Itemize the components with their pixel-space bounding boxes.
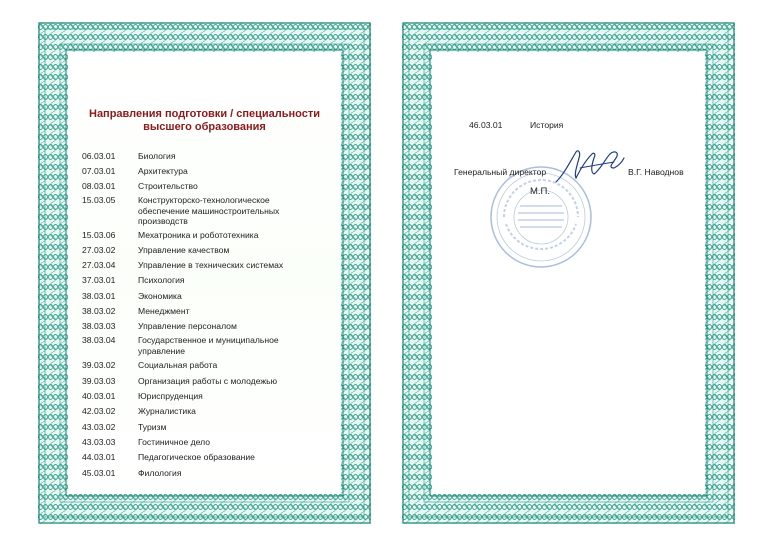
specialty-code: 39.03.03 [82, 376, 116, 386]
title-line-2: высшего образования [143, 121, 266, 133]
specialty-code: 39.03.02 [82, 360, 116, 370]
specialty-name: История [530, 120, 564, 130]
specialty-code: 08.03.01 [82, 181, 116, 191]
title-line-1: Направления подготовки / специальности [89, 108, 320, 120]
specialty-name: Организация работы с молодежью [138, 376, 278, 386]
specialty-code: 07.03.01 [82, 166, 116, 176]
specialty-code: 27.03.04 [82, 260, 116, 270]
specialty-code: 15.03.05 [82, 195, 116, 205]
specialty-name: Управление качеством [138, 245, 230, 255]
specialty-code: 43.03.03 [82, 437, 116, 447]
specialty-name: Менеджмент [138, 306, 190, 316]
specialty-code: 38.03.02 [82, 306, 116, 316]
specialty-name: Филология [138, 468, 182, 478]
left-page [38, 22, 371, 524]
document-title [68, 108, 341, 134]
specialty-name: Биология [138, 151, 176, 161]
page-content [68, 52, 341, 494]
specialty-name: Управление в технических системах [138, 260, 284, 270]
specialty-name: Социальная работа [138, 360, 218, 370]
specialty-code: 44.03.01 [82, 452, 116, 462]
seal-placeholder-label: М.П. [530, 186, 551, 197]
specialty-code: 15.03.06 [82, 230, 116, 240]
specialty-name: Экономика [138, 291, 182, 301]
handwritten-signature [550, 144, 630, 188]
right-page [402, 22, 735, 524]
specialty-name: Психология [138, 275, 185, 285]
specialty-code: 06.03.01 [82, 151, 116, 161]
specialty-name: Педагогическое образование [138, 452, 255, 462]
specialty-name: Мехатроника и робототехника [138, 230, 259, 240]
specialty-name: Строительство [138, 181, 198, 191]
specialty-name: Туризм [138, 422, 167, 432]
specialty-code: 46.03.01 [469, 120, 503, 130]
signatory-name: В.Г. Наводнов [628, 167, 684, 177]
specialty-name: Конструкторско-технологическое обеспечение машиностроительных производств [138, 195, 280, 226]
page-content [432, 52, 705, 494]
signatory-role: Генеральный директор [454, 167, 547, 177]
specialty-name: Управление персоналом [138, 321, 237, 331]
specialty-code: 42.03.02 [82, 406, 116, 416]
specialty-name: Архитектура [138, 166, 188, 176]
specialty-name: Государственное и муниципальное управление [138, 335, 279, 356]
specialty-code: 40.03.01 [82, 391, 116, 401]
specialty-code: 45.03.01 [82, 468, 116, 478]
specialty-code: 37.03.01 [82, 275, 116, 285]
specialty-code: 43.03.02 [82, 422, 116, 432]
specialty-code: 38.03.01 [82, 291, 116, 301]
specialty-name: Гостиничное дело [138, 437, 211, 447]
specialty-code: 38.03.03 [82, 321, 116, 331]
specialty-code: 38.03.04 [82, 335, 116, 345]
specialty-name: Юриспруденция [138, 391, 203, 401]
specialty-code: 27.03.02 [82, 245, 116, 255]
specialty-name: Журналистика [138, 406, 196, 416]
